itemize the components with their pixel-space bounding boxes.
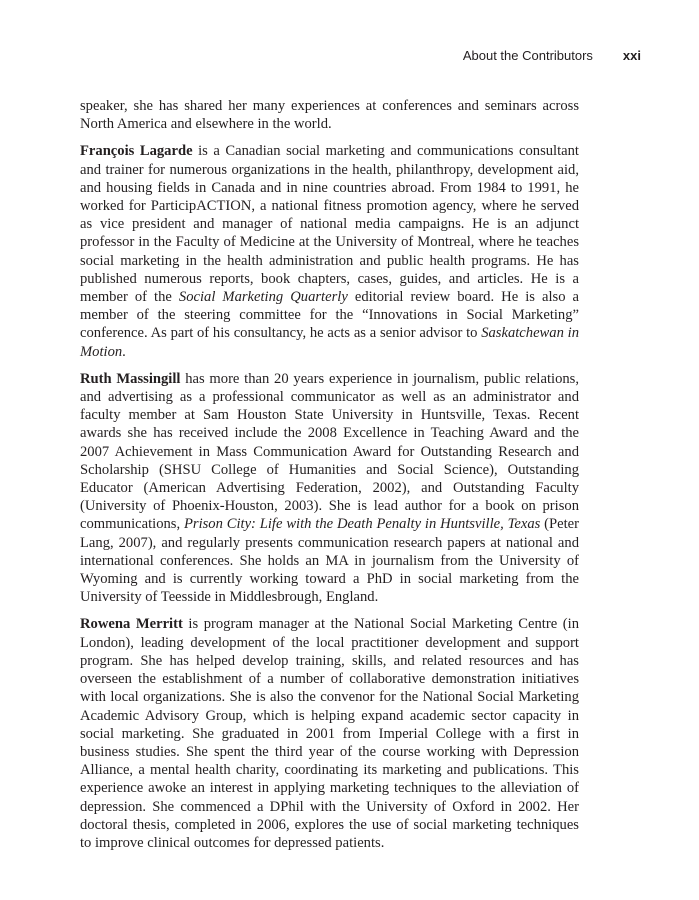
paragraph-lagarde: [80, 142, 579, 360]
paragraph-text: .: [122, 343, 126, 360]
running-title: About the Contributors: [462, 48, 593, 63]
paragraph-text: speaker, she has shared her many experiences at conferences and seminars across North America and elsewhere in the world.: [80, 98, 579, 133]
contributor-name: Ruth Massingill: [80, 370, 181, 387]
running-header: [463, 48, 641, 63]
paragraph-text: is a Canadian social marketing and communications consultant and trainer for numerous organizations in the health, philanthropy, development aid, and housing fields in Canada and in nine countries abroad. From 1984 to 1991, he worked for ParticipACTION, a national fitness promotion agency, where he served as vice president and manager of national media campaigns. He is an adjunct professor in the Faculty of Medicine at the University of Montreal, where he teaches social marketing in the health administration and public health programs. He has published numerous reports, book chapters, cases, guides, and articles. He is a member of the: [80, 143, 579, 306]
paragraph-continued: [80, 97, 579, 133]
paragraph-text: editorial review board. He is also a member of the steering committee for the “Innovations in Social Marketing” conference. As part of his consultancy, he acts as a senior advisor to: [80, 289, 580, 342]
paragraph-text: is program manager at the National Social Marketing Centre (in London), leading development of the local practitioner development and support program. She has helped develop training, skills, and related resources and has overseen the establishment of a number of collaborative demonstration initiatives with local organizations. She is also the convenor for the National Social Marketing Academic Advisory Group, which is helping expand academic sector capacity in social marketing. She graduated in 2001 from Imperial College with a first in business studies. She spent the third year of the course working with Depression Alliance, a mental health charity, coordinating its marketing and publications. This experience awoke an interest in applying marketing techniques to the alleviation of depression. She commenced a DPhil with the University of Oxford in 2002. Her doctoral thesis, completed in 2006, explores the use of social marketing techniques to improve clinical outcomes for depressed patients.: [80, 616, 579, 851]
journal-title: Social Marketing Quarterly: [178, 289, 348, 306]
organization-name: Saskatchewan in Motion: [80, 325, 579, 360]
contributor-name: François Lagarde: [80, 143, 193, 160]
paragraph-text: has more than 20 years experience in journalism, public relations, and advertising as a professional communicator as well as an administrator and faculty member at Sam Houston State University in Huntsville, Texas. Recent awards she has received include the 2008 Excellence in Teaching Award and the 2007 Achievement in Mass Communication Award for Outstanding Research and Scholarship (SHSU College of Humanities and Social Science), Outstanding Educator (American Advertising Federation, 2002), and Outstanding Faculty (University of Phoenix-Houston, 2003). She is lead author for a book on prison communications,: [80, 370, 579, 533]
paragraph-text: (Peter Lang, 2007), and regularly presents communication research papers at national and international conferences. She holds an MA in journalism from the University of Wyoming and is currently working toward a PhD in social marketing from the University of Teesside in Middlesbrough, England.: [80, 516, 580, 606]
contributor-name: Rowena Merritt: [80, 616, 183, 633]
page-number: xxi: [622, 48, 641, 63]
book-title: Prison City: Life with the Death Penalty in Huntsville, Texas: [183, 516, 541, 533]
paragraph-massingill: [80, 370, 579, 607]
page-body: [80, 97, 579, 861]
paragraph-merritt: [80, 615, 579, 852]
